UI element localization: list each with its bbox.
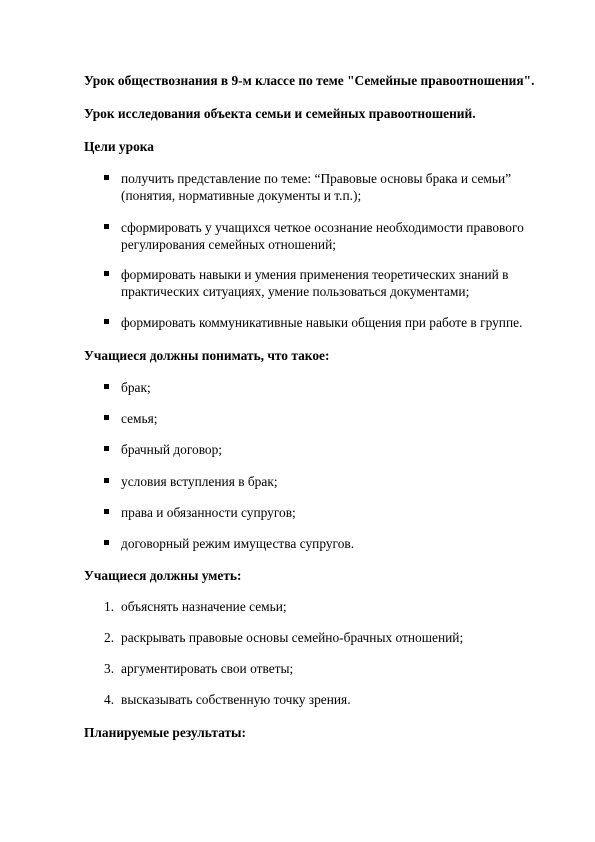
bullet-icon [104, 271, 109, 276]
lesson-title: Урок обществознания в 9-м классе по теме "Семейные правоотношения". [84, 73, 535, 88]
bullet-icon [104, 415, 109, 420]
list-item [104, 691, 564, 708]
results-heading: Планируемые результаты: [84, 725, 246, 740]
list-item [104, 660, 564, 677]
list-item [104, 266, 564, 300]
list-item-text: формировать коммуникативные навыки общения при работе в группе. [121, 315, 523, 330]
list-item-text: сформировать у учащихся четкое осознание необходимости правового регулирования семейных отношений; [121, 220, 524, 252]
list-item [104, 314, 564, 331]
lesson-subtitle: Урок исследования объекта семьи и семейных правоотношений. [84, 106, 476, 121]
list-number: 3. [104, 661, 115, 676]
bullet-icon [104, 478, 109, 483]
list-item-text: условия вступления в брак; [121, 474, 278, 489]
bullet-icon [104, 224, 109, 229]
list-item [104, 598, 564, 615]
list-item [104, 473, 564, 490]
list-item-text: брачный договор; [121, 442, 223, 457]
bullet-icon [104, 319, 109, 324]
understand-heading: Учащиеся должны понимать, что такое: [84, 348, 330, 363]
list-item [104, 410, 564, 427]
list-item [104, 170, 564, 204]
bullet-icon [104, 509, 109, 514]
list-item [104, 379, 564, 396]
list-item [104, 441, 564, 458]
list-number: 2. [104, 630, 115, 645]
list-number: 4. [104, 692, 115, 707]
list-item [104, 535, 564, 552]
bullet-icon [104, 384, 109, 389]
list-item-text: семья; [121, 411, 158, 426]
list-item-text: аргументировать свои ответы; [121, 661, 294, 676]
list-item-text: права и обязанности супругов; [121, 505, 296, 520]
list-item-text: формировать навыки и умения применения теоретических знаний в практических ситуациях, умение пользоваться документами; [121, 267, 509, 299]
list-number: 1. [104, 599, 115, 614]
list-item-text: объяснять назначение семьи; [121, 599, 287, 614]
list-item [104, 219, 564, 253]
bullet-icon [104, 446, 109, 451]
skills-heading: Учащиеся должны уметь: [84, 568, 242, 583]
list-item-text: брак; [121, 380, 151, 395]
bullet-icon [104, 540, 109, 545]
list-item-text: раскрывать правовые основы семейно-брачных отношений; [121, 630, 464, 645]
list-item [104, 629, 564, 646]
bullet-icon [104, 175, 109, 180]
goals-heading: Цели урока [84, 139, 154, 154]
list-item [104, 504, 564, 521]
list-item-text: получить представление по теме: “Правовые основы брака и семьи” (понятия, нормативные документы и т.п.); [121, 171, 512, 203]
list-item-text: договорный режим имущества супругов. [121, 536, 355, 551]
list-item-text: высказывать собственную точку зрения. [121, 692, 351, 707]
